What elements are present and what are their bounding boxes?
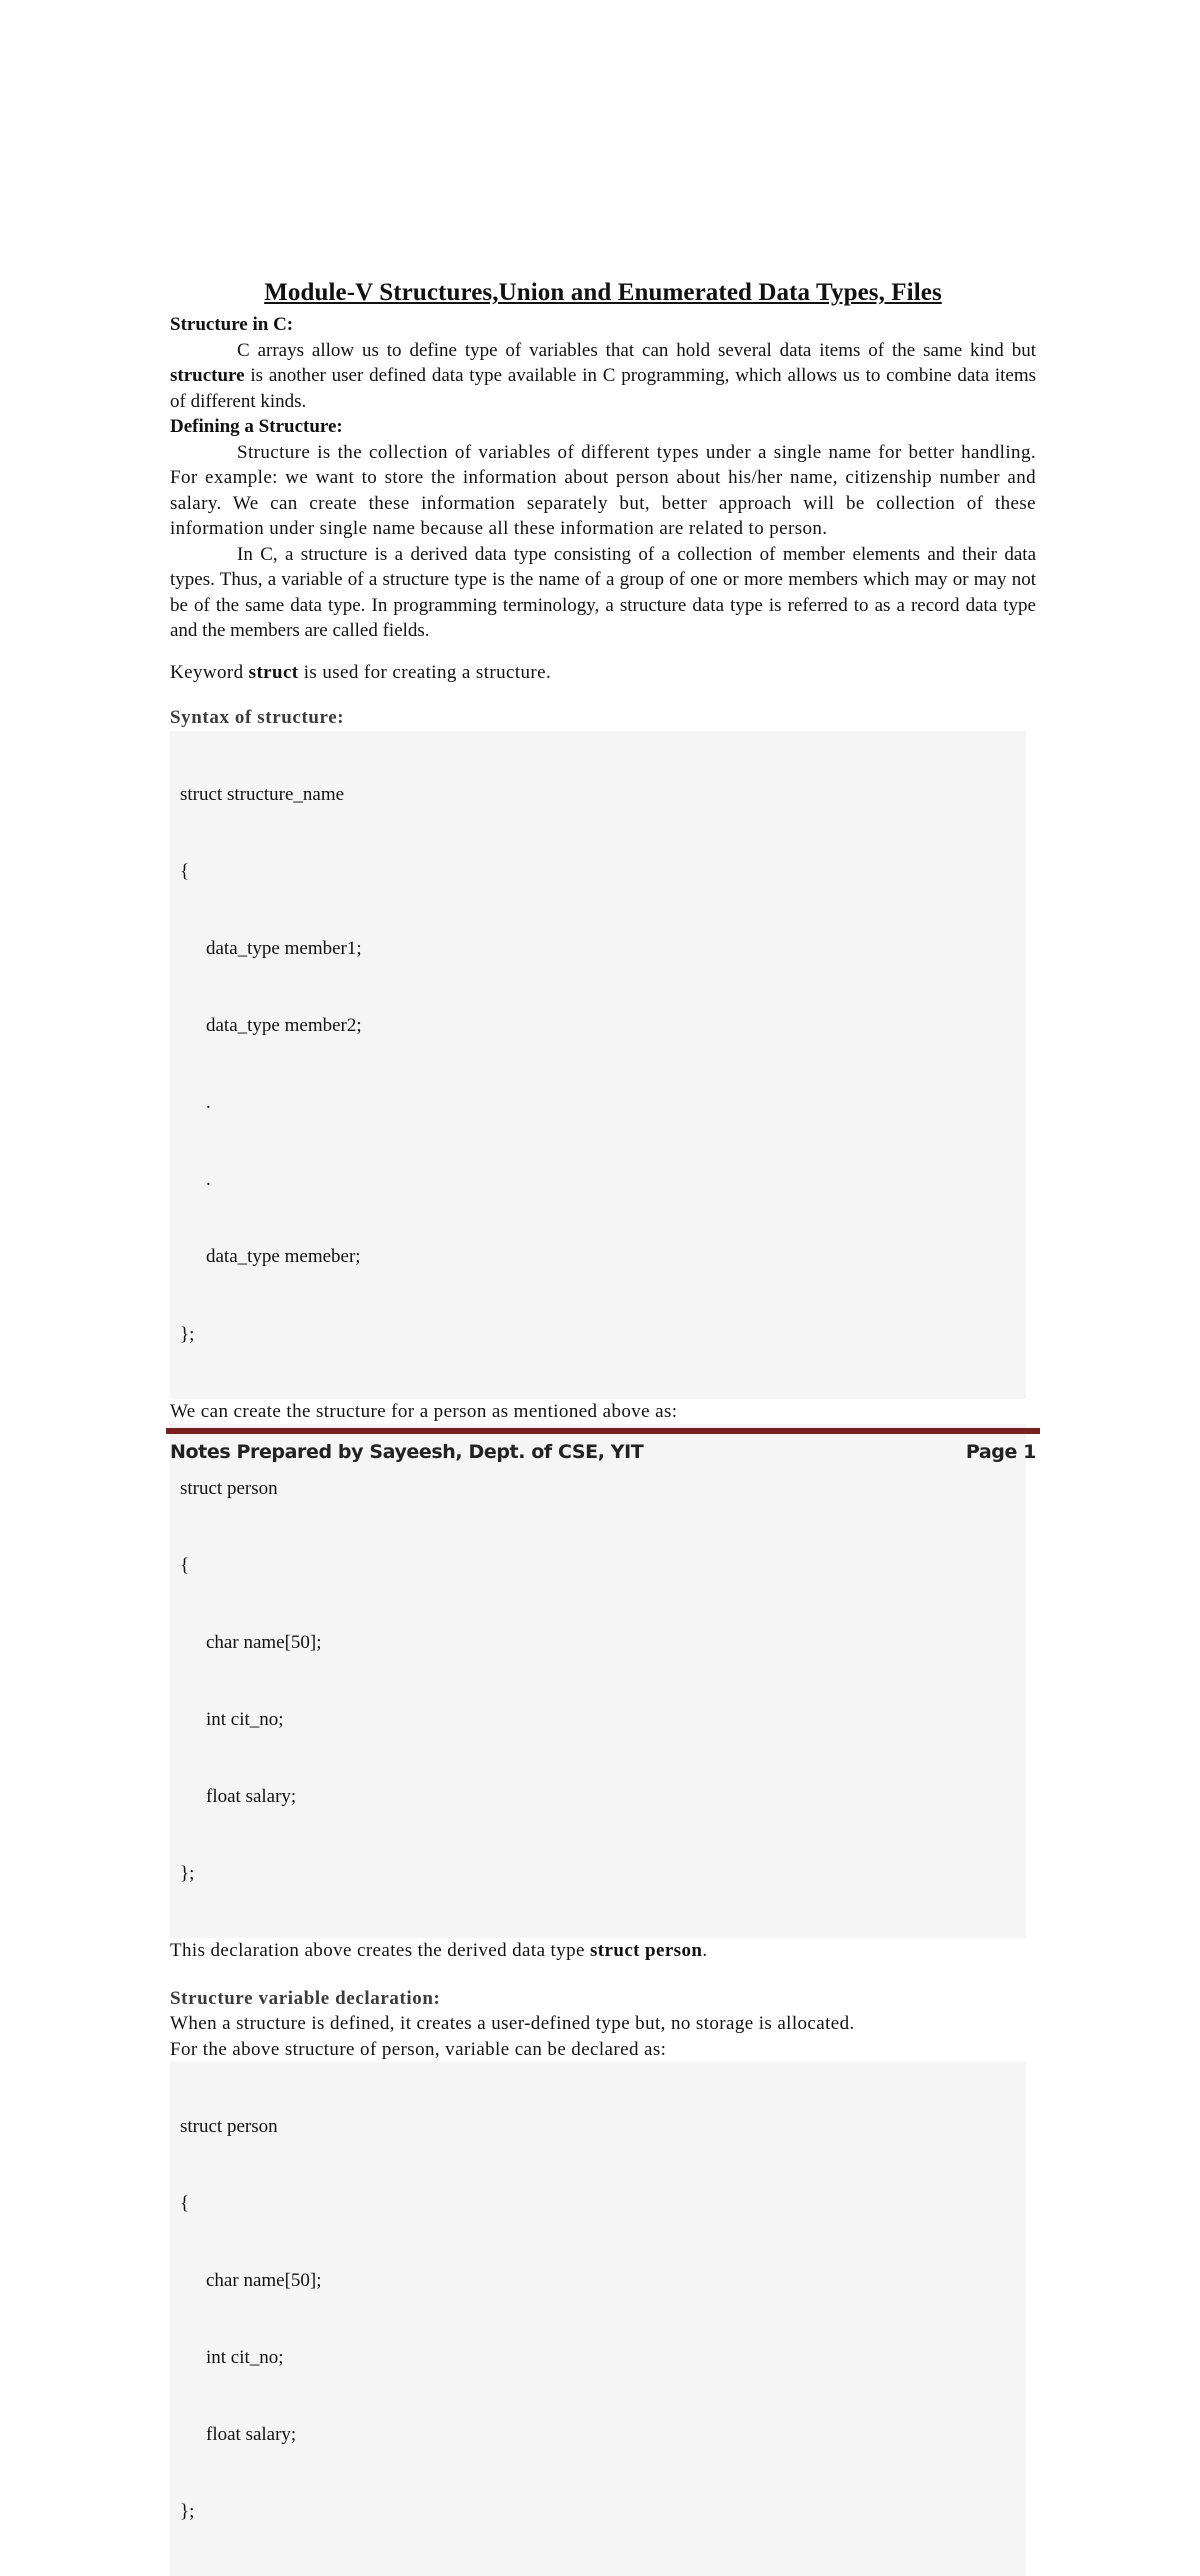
code-line: . xyxy=(206,1092,211,1114)
paragraph-variable-2: For the above structure of person, variable can be declared as: xyxy=(170,2038,667,2060)
heading-syntax: Syntax of structure: xyxy=(170,707,345,728)
code-line: int cit_no; xyxy=(206,1708,284,1730)
code-line: { xyxy=(180,1554,190,1576)
paragraph-defining-2: In C, a structure is a derived data type consisting of a collection of member elements and their data types. Thus, a variable of a structure type is the name of a group of one or more members which may or may not be of the same data type. In programming terminology, a structure data type is referred to as a record data type and the members are called fields. xyxy=(170,543,1036,641)
code-line: { xyxy=(180,861,190,882)
code-line: }; xyxy=(180,1863,195,1885)
code-line: char name[50]; xyxy=(206,2269,322,2291)
code-line: struct structure_name xyxy=(180,783,345,805)
code-line: }; xyxy=(180,2501,195,2522)
paragraph-variable-1: When a structure is defined, it creates a user-defined type but, no storage is allocated. xyxy=(170,2013,855,2035)
code-line: data_type member2; xyxy=(206,1015,362,1037)
page-number: Page 1 xyxy=(965,1441,1036,1463)
footer-author: Notes Prepared by Sayeesh, Dept. of CSE, YIT xyxy=(170,1441,644,1463)
code-block-variable xyxy=(170,2062,1026,2576)
page-footer xyxy=(170,1441,1036,1463)
paragraph-structure-intro: C arrays allow us to define type of variables that can hold several data items of the same kind but structure is another user defined data type available in C programming, which allows us to combine data items of different kinds. xyxy=(170,339,1036,412)
code-block-syntax xyxy=(170,731,1026,1399)
code-line: struct person xyxy=(180,2115,278,2137)
code-line: data_type member1; xyxy=(206,938,362,960)
paragraph-person-intro: We can create the structure for a person as mentioned above as: xyxy=(170,1400,678,1422)
code-line: float salary; xyxy=(206,2423,297,2445)
code-line: char name[50]; xyxy=(206,1631,322,1653)
heading-structure-in-c: Structure in C: xyxy=(170,314,294,335)
paragraph-defining-1: Structure is the collection of variables of different types under a single name for better handling. For example: we want to store the information about person about his/her name, citizenship number and salary. We can create these information separately but, better approach will be collection of these information under single name because all these information are related to person. xyxy=(170,441,1036,539)
footer-divider xyxy=(166,1428,1040,1434)
heading-variable-declaration: Structure variable declaration: xyxy=(170,1987,441,2009)
page-title: Module-V Structures,Union and Enumerated Data Types, Files xyxy=(264,279,942,306)
code-line: float salary; xyxy=(206,1785,297,1807)
page-content xyxy=(170,276,1036,2576)
heading-defining-structure: Defining a Structure: xyxy=(170,416,343,437)
code-line: data_type memeber; xyxy=(206,1246,361,1268)
code-line: { xyxy=(180,2192,190,2214)
code-line: int cit_no; xyxy=(206,2346,284,2368)
code-block-person xyxy=(170,1424,1026,1938)
code-line: . xyxy=(206,1169,211,1191)
code-line: }; xyxy=(180,1323,195,1345)
paragraph-declaration: This declaration above creates the derived data type struct person. xyxy=(170,1940,708,1962)
code-line: struct person xyxy=(180,1477,278,1499)
paragraph-keyword-struct: Keyword struct is used for creating a structure. xyxy=(170,661,552,683)
